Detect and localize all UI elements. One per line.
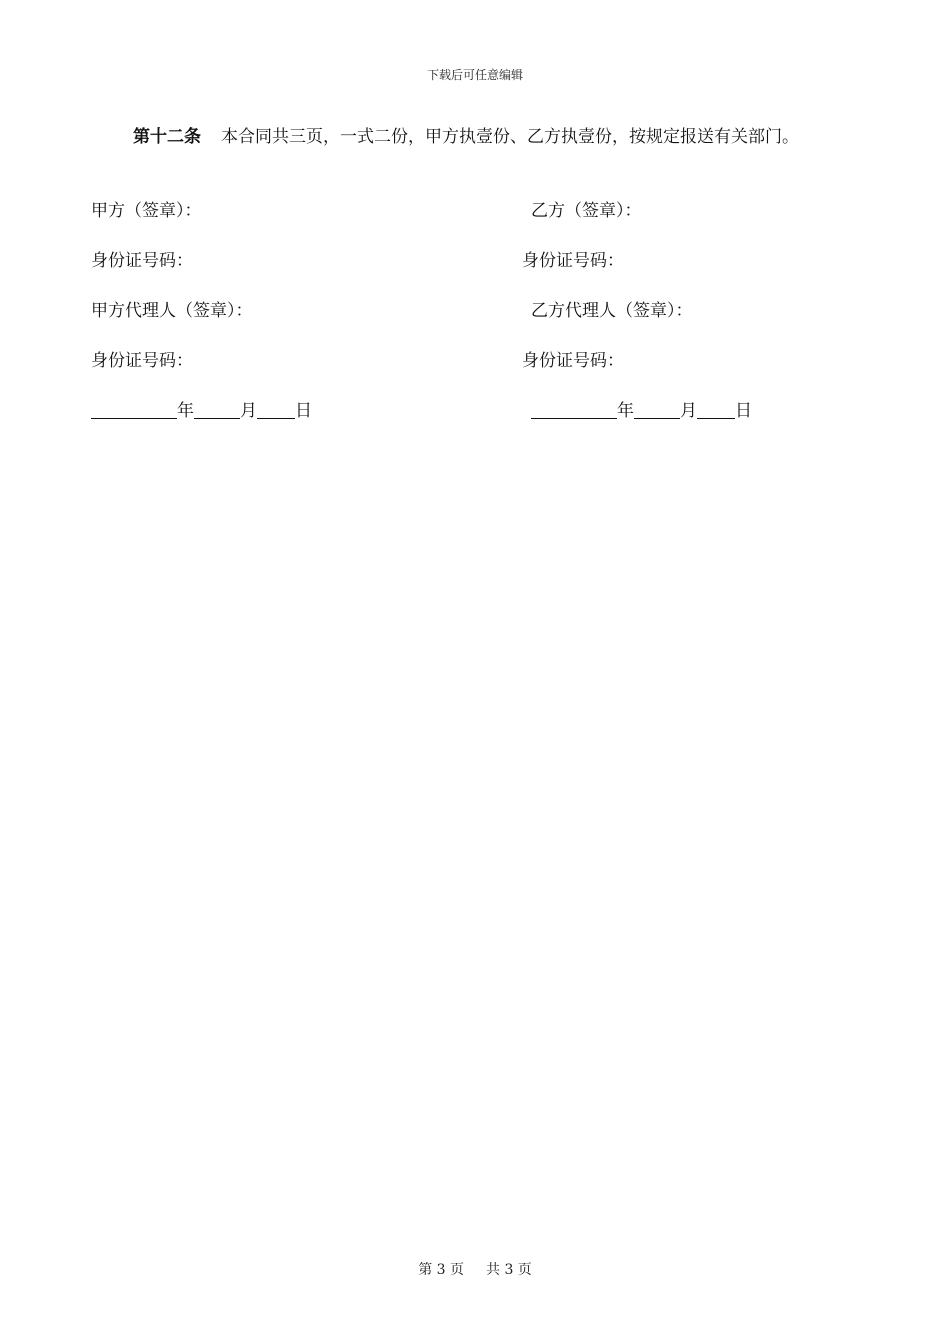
year-blank[interactable] bbox=[531, 400, 617, 419]
party-a-agent-sign-label: 甲方代理人（签章）： bbox=[91, 301, 253, 321]
article-number: 第十二条 bbox=[133, 127, 201, 147]
month-blank[interactable] bbox=[634, 400, 680, 419]
day-blank[interactable] bbox=[257, 400, 295, 419]
page-number: 第 3 页 bbox=[418, 1262, 464, 1278]
party-a-id-label: 身份证号码： bbox=[91, 251, 193, 271]
party-b-agent-id-label: 身份证号码： bbox=[522, 351, 624, 371]
page-header: 下载后可任意编辑 bbox=[426, 68, 523, 82]
party-a-sign-label: 甲方（签章）： bbox=[91, 201, 202, 221]
party-a-date bbox=[91, 398, 312, 424]
day-label: 日 bbox=[735, 401, 752, 421]
article-twelve bbox=[91, 124, 863, 150]
signature-row-id bbox=[0, 248, 950, 274]
party-b-date bbox=[531, 398, 752, 424]
article-body: 本合同共三页，一式二份，甲方执壹份、乙方执壹份，按规定报送有关部门。 bbox=[221, 127, 799, 147]
day-blank[interactable] bbox=[697, 400, 735, 419]
signature-row-party bbox=[0, 198, 950, 224]
month-label: 月 bbox=[240, 401, 257, 421]
signature-row-agent-id bbox=[0, 348, 950, 374]
party-b-sign-label: 乙方（签章）： bbox=[531, 201, 642, 221]
signature-row-date bbox=[0, 398, 950, 424]
year-label: 年 bbox=[177, 401, 194, 421]
month-label: 月 bbox=[680, 401, 697, 421]
party-a-agent-id-label: 身份证号码： bbox=[91, 351, 193, 371]
month-blank[interactable] bbox=[194, 400, 240, 419]
year-blank[interactable] bbox=[91, 400, 177, 419]
page-total: 共 3 页 bbox=[486, 1262, 532, 1278]
page-footer bbox=[0, 1259, 950, 1279]
year-label: 年 bbox=[617, 401, 634, 421]
day-label: 日 bbox=[295, 401, 312, 421]
party-b-id-label: 身份证号码： bbox=[522, 251, 624, 271]
signature-row-agent bbox=[0, 298, 950, 324]
party-b-agent-sign-label: 乙方代理人（签章）： bbox=[531, 301, 693, 321]
